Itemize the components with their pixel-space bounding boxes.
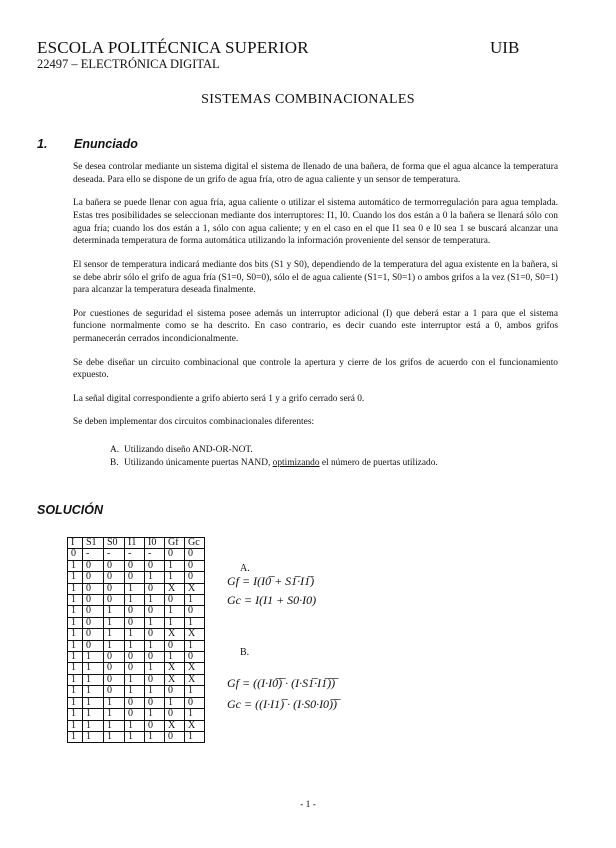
table-cell: 0 — [104, 583, 125, 594]
table-cell: 1 — [68, 686, 83, 697]
table-cell: 1 — [104, 629, 125, 640]
table-cell: 0 — [185, 560, 205, 571]
table-cell: X — [185, 663, 205, 674]
list-text-underlined: optimizando — [272, 457, 320, 468]
table-cell: 1 — [83, 663, 104, 674]
table-cell: 0 — [83, 606, 104, 617]
table-cell: 1 — [68, 560, 83, 571]
table-cell: 1 — [145, 595, 165, 606]
table-cell: X — [165, 629, 185, 640]
table-cell: 1 — [185, 595, 205, 606]
table-cell: 1 — [145, 731, 165, 742]
table-cell: 1 — [125, 720, 145, 731]
table-cell: 1 — [68, 583, 83, 594]
table-cell: 1 — [68, 720, 83, 731]
table-cell: X — [165, 583, 185, 594]
table-row — [68, 595, 205, 606]
table-cell: 1 — [185, 640, 205, 651]
column-header: I0 — [145, 538, 165, 549]
table-cell: X — [185, 583, 205, 594]
table-cell: X — [185, 674, 205, 685]
table-cell: - — [83, 549, 104, 560]
table-cell: 0 — [185, 572, 205, 583]
table-cell: 0 — [104, 560, 125, 571]
table-cell: 1 — [68, 674, 83, 685]
page-number: - 1 - — [300, 800, 316, 810]
table-cell: 1 — [68, 606, 83, 617]
section-number: 1. — [37, 137, 48, 151]
solution-heading: SOLUCIÓN — [37, 503, 103, 517]
list-item — [110, 457, 438, 470]
table-cell: 1 — [83, 697, 104, 708]
table-cell: 1 — [68, 595, 83, 606]
table-cell: 1 — [104, 697, 125, 708]
table-cell: 0 — [83, 583, 104, 594]
table-cell: 0 — [104, 595, 125, 606]
equation-b-gc — [227, 697, 337, 712]
column-header: S1 — [83, 538, 104, 549]
table-cell: 0 — [165, 595, 185, 606]
table-cell: 0 — [125, 617, 145, 628]
table-cell: 0 — [104, 652, 125, 663]
table-cell: 1 — [68, 697, 83, 708]
table-cell: X — [165, 674, 185, 685]
table-cell: 0 — [83, 560, 104, 571]
table-cell: X — [185, 720, 205, 731]
table-cell: 0 — [104, 663, 125, 674]
table-cell: 0 — [125, 572, 145, 583]
table-cell: X — [165, 720, 185, 731]
column-header: Gc — [185, 538, 205, 549]
document-title: SISTEMAS COMBINACIONALES — [201, 92, 415, 107]
table-cell: 1 — [185, 731, 205, 742]
table-cell: 0 — [125, 652, 145, 663]
table-cell: X — [185, 629, 205, 640]
table-cell: 1 — [83, 709, 104, 720]
table-cell: 1 — [68, 617, 83, 628]
table-cell: 1 — [104, 731, 125, 742]
table-cell: 1 — [68, 709, 83, 720]
table-cell: 0 — [145, 674, 165, 685]
table-cell: 1 — [185, 686, 205, 697]
table-cell: 1 — [68, 652, 83, 663]
table-cell: 1 — [125, 686, 145, 697]
column-header: I1 — [125, 538, 145, 549]
table-cell: 1 — [125, 731, 145, 742]
table-cell: - — [104, 549, 125, 560]
table-cell: 1 — [68, 663, 83, 674]
table-cell: 1 — [125, 674, 145, 685]
table-cell: 1 — [165, 572, 185, 583]
table-cell: 0 — [165, 709, 185, 720]
statement-body — [73, 161, 558, 439]
section-heading — [37, 137, 138, 151]
table-cell: 1 — [104, 640, 125, 651]
table-row — [68, 674, 205, 685]
table-cell: 1 — [83, 674, 104, 685]
list-text: el número de puertas utilizado. — [319, 457, 438, 468]
table-cell: 1 — [104, 709, 125, 720]
table-cell: 0 — [145, 697, 165, 708]
paragraph: Se desea controlar mediante un sistema digital el sistema de llenado de una bañera, de forma que el agua alcance la temperatura deseada. Para ello se dispone de un grifo de agua fría, otro de agua caliente y un sensor de temperatura. — [73, 162, 558, 185]
paragraph: Se debe diseñar un circuito combinacional que controle la apertura y cierre de los grifos de acuerdo con el funcionamiento expuesto. — [73, 357, 558, 381]
list-letter: B. — [110, 457, 119, 468]
table-cell: 1 — [145, 617, 165, 628]
paragraph: Se deben implementar dos circuitos combinacionales diferentes: — [73, 416, 315, 427]
table-cell: 1 — [125, 595, 145, 606]
table-header-row — [68, 538, 205, 549]
table-cell: 0 — [165, 686, 185, 697]
table-row — [68, 583, 205, 594]
table-cell: 0 — [125, 709, 145, 720]
table-cell: 1 — [68, 572, 83, 583]
table-row — [68, 709, 205, 720]
solution-b-label: B. — [240, 647, 250, 658]
table-row — [68, 686, 205, 697]
university-name: UIB — [490, 38, 520, 57]
table-cell: 0 — [145, 652, 165, 663]
table-cell: 1 — [83, 720, 104, 731]
table-row — [68, 697, 205, 708]
table-cell: 1 — [125, 629, 145, 640]
table-cell: 1 — [68, 731, 83, 742]
table-cell: 1 — [68, 640, 83, 651]
solution-a-label: A. — [240, 563, 250, 574]
table-cell: 0 — [125, 663, 145, 674]
table-row — [68, 720, 205, 731]
table-cell: 1 — [165, 697, 185, 708]
table-row — [68, 663, 205, 674]
table-cell: 1 — [83, 686, 104, 697]
table-cell: 0 — [145, 560, 165, 571]
table-cell: 1 — [145, 640, 165, 651]
course-code: 22497 – ELECTRÓNICA DIGITAL — [37, 57, 220, 71]
table-row — [68, 652, 205, 663]
paragraph: La señal digital correspondiente a grifo abierto será 1 y a grifo cerrado será 0. — [73, 393, 365, 404]
table-cell: 1 — [104, 720, 125, 731]
table-row — [68, 629, 205, 640]
truth-table — [67, 537, 205, 743]
table-row — [68, 640, 205, 651]
equation-a-gc — [227, 593, 316, 608]
column-header: S0 — [104, 538, 125, 549]
table-cell: 1 — [185, 617, 205, 628]
table-cell: 0 — [165, 640, 185, 651]
list-item — [110, 444, 438, 457]
table-cell: 1 — [125, 640, 145, 651]
table-cell: 1 — [83, 652, 104, 663]
table-cell: 1 — [145, 709, 165, 720]
equation-b-gf — [227, 676, 335, 691]
table-row — [68, 606, 205, 617]
paragraph: La bañera se puede llenar con agua fría, agua caliente o utilizar el sistema automático de termorregulación para agua templada. Estas tres posibilidades se seleccionan mediante dos interruptores: I1, I0. Cuando los dos están a 0 la bañera se llenará sólo con agua fría; cuando los dos están a 1, sólo con agua caliente; y en el caso en el que I1 sea 0 e I0 sea 1 se buscará alcanzar una determinada temperatura de forma automática utilizando la información proveniente del sensor de temperatura. — [73, 198, 558, 247]
list-letter: A. — [110, 445, 120, 455]
table-cell: 0 — [145, 583, 165, 594]
table-cell: 1 — [145, 663, 165, 674]
table-cell: 1 — [125, 583, 145, 594]
table-cell: 0 — [185, 652, 205, 663]
table-cell: 0 — [165, 549, 185, 560]
equation-text: Gc = ((I·I1)̅ · (I·S0·I0)̅)̅ — [227, 697, 338, 711]
table-cell: 0 — [104, 674, 125, 685]
table-cell: 1 — [83, 731, 104, 742]
paragraph: Por cuestiones de seguridad el sistema posee además un interruptor adicional (I) que deberá estar a 1 para que el sistema funcione normalmente como se ha descrito. En caso contrario, es decir cuando este interruptor está a 0, ambos grifos permanecerán cerrados incondicionalmente. — [73, 308, 558, 345]
table-cell: 0 — [165, 731, 185, 742]
table-cell: 1 — [68, 629, 83, 640]
table-cell: 1 — [145, 572, 165, 583]
table-cell: 1 — [145, 686, 165, 697]
table-row — [68, 572, 205, 583]
requirements-list — [110, 444, 438, 470]
table-row — [68, 617, 205, 628]
table-cell: 0 — [104, 686, 125, 697]
table-cell: 0 — [185, 697, 205, 708]
table-cell: 0 — [145, 606, 165, 617]
section-title: Enunciado — [74, 137, 138, 151]
table-cell: 0 — [125, 697, 145, 708]
equation-text: Gf = I(I0̅ + S1̅·I1̅) — [227, 574, 315, 588]
table-cell: 1 — [165, 560, 185, 571]
table-cell: 1 — [104, 617, 125, 628]
table-cell: 0 — [104, 572, 125, 583]
table-cell: 1 — [165, 652, 185, 663]
table-cell: X — [165, 663, 185, 674]
table-cell: 0 — [83, 572, 104, 583]
table-cell: 0 — [83, 640, 104, 651]
table-cell: - — [125, 549, 145, 560]
equation-text: Gf = ((I·I0̅)̅ · (I·S1̅·I1̅)̅)̅ — [227, 676, 336, 690]
table-cell: 0 — [125, 606, 145, 617]
paragraph: El sensor de temperatura indicará mediante dos bits (S1 y S0), dependiendo de la temperatura del agua existente en la bañera, si se debe abrir sólo el grifo de agua fría (S1=0, S0=0), sólo el de agua caliente (S1=1, S0=1) o ambos grifos a la vez (S1=0, S0=1) para alcanzar la temperatura deseada finalmente. — [73, 259, 558, 296]
table-cell: 1 — [165, 606, 185, 617]
table-cell: 0 — [145, 629, 165, 640]
table-cell: 0 — [83, 617, 104, 628]
table-cell: 0 — [145, 720, 165, 731]
table-cell: 0 — [185, 606, 205, 617]
column-header: Gf — [165, 538, 185, 549]
table-row — [68, 731, 205, 742]
table-cell: 0 — [68, 549, 83, 560]
table-cell: 0 — [185, 549, 205, 560]
equation-a-gf — [227, 574, 314, 589]
list-text: Utilizando únicamente puertas NAND, — [124, 457, 273, 468]
table-row — [68, 549, 205, 560]
table-cell: 1 — [104, 606, 125, 617]
list-text: Utilizando diseño AND-OR-NOT. — [124, 445, 253, 455]
table-cell: 0 — [125, 560, 145, 571]
table-row — [68, 560, 205, 571]
column-header: I — [68, 538, 83, 549]
table-cell: 0 — [83, 629, 104, 640]
table-cell: 1 — [185, 709, 205, 720]
table-cell: 0 — [83, 595, 104, 606]
equation-text: Gc = I(I1 + S0·I0) — [227, 593, 317, 607]
table-cell: 1 — [165, 617, 185, 628]
table-cell: - — [145, 549, 165, 560]
institution-name: ESCOLA POLITÉCNICA SUPERIOR — [37, 38, 309, 57]
